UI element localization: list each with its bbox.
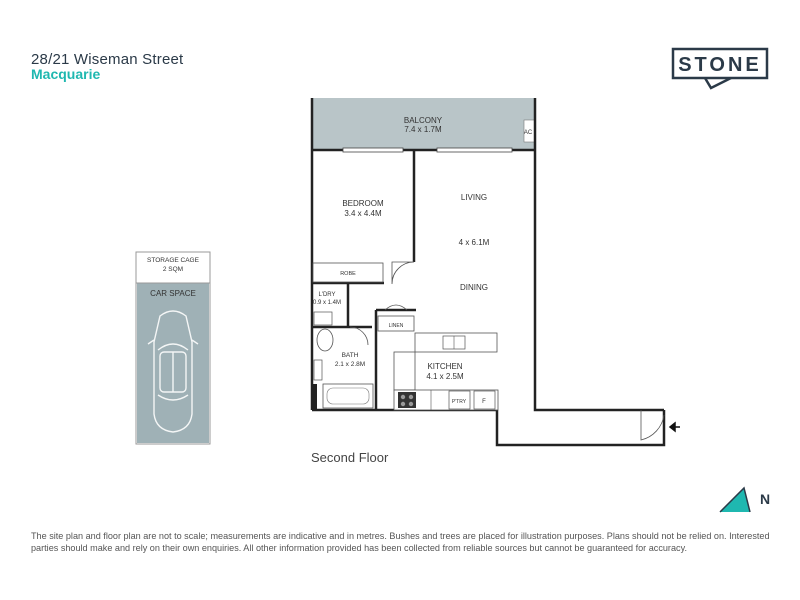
fridge-label: F xyxy=(482,399,486,405)
kitchen-label: KITCHEN xyxy=(427,362,463,371)
dining-label: DINING xyxy=(460,283,488,292)
storage-cage-size: 2 SQM xyxy=(162,266,184,273)
address-street: 28/21 Wiseman Street xyxy=(31,51,184,68)
balcony-label: BALCONY xyxy=(403,116,443,125)
address-suburb: Macquarie xyxy=(31,66,101,82)
wall-block xyxy=(312,384,317,410)
vanity xyxy=(314,360,322,380)
laundry-label: L'DRY xyxy=(318,292,336,298)
laundry-dims: 0.9 x 1.4M xyxy=(312,300,342,306)
pantry-label: P'TRY xyxy=(451,399,467,405)
car-space-area xyxy=(136,252,210,444)
floor-label: Second Floor xyxy=(311,450,389,465)
logo-text: STONE xyxy=(678,54,762,76)
toilet xyxy=(317,329,333,351)
linen-label: LINEN xyxy=(388,323,404,329)
kitchen-dims: 4.1 x 2.5M xyxy=(426,372,464,381)
disclaimer: The site plan and floor plan are not to scale; measurements are indicative and in metres. Bushes and trees are placed for illustration purposes. Plans should not be relied on. Interested parties should make and rely on their own enquiries. All other information provided has been collected from reliable sources but cannot be guaranteed for accuracy. xyxy=(31,531,770,553)
car-space-label: CAR SPACE xyxy=(150,289,196,298)
entry-door xyxy=(641,410,664,440)
north-compass-icon xyxy=(720,488,770,512)
living-label: LIVING xyxy=(460,193,488,202)
bathtub xyxy=(323,384,373,408)
storage-cage-label: STORAGE CAGE xyxy=(147,257,199,264)
cooktop xyxy=(398,392,416,408)
laundry-tub xyxy=(314,312,332,325)
bedroom-door xyxy=(392,262,414,284)
robe-label: ROBE xyxy=(340,271,356,277)
bath-label: BATH xyxy=(341,352,359,359)
living-dims: 4 x 6.1M xyxy=(458,238,490,247)
balcony-dims: 7.4 x 1.7M xyxy=(404,125,442,134)
bedroom-label: BEDROOM xyxy=(342,199,384,208)
bath-dims: 2.1 x 2.8M xyxy=(334,361,366,368)
entry-arrow-icon xyxy=(670,423,680,431)
compass-label: N xyxy=(760,491,771,507)
laundry-door xyxy=(350,327,368,345)
ac-label: AC xyxy=(523,130,533,136)
bedroom-dims: 3.4 x 4.4M xyxy=(344,209,382,218)
